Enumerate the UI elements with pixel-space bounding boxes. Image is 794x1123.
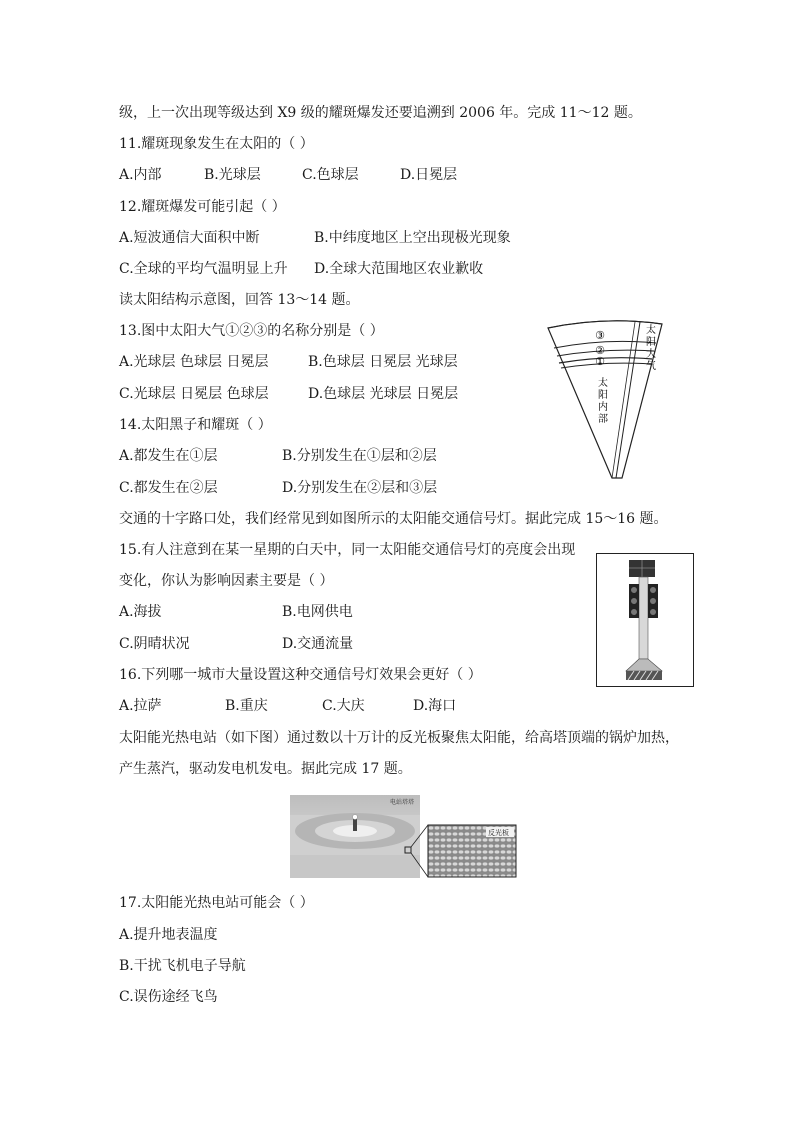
question-12: 12.耀斑爆发可能引起（ ）: [119, 199, 286, 215]
q13-option-a: A.光球层 色球层 日冕层: [119, 354, 269, 370]
q17-option-b: B.干扰飞机电子导航: [119, 958, 246, 974]
atmo-label-1: 太: [646, 325, 656, 336]
solar-traffic-light-image: [596, 553, 694, 687]
question-17: 17.太阳能光热电站可能会（ ）: [119, 895, 314, 911]
layer-label-3: ③: [595, 329, 605, 342]
intro-13-14: 读太阳结构示意图，回答 13～14 题。: [119, 292, 360, 308]
q13-option-d: D.色球层 光球层 日冕层: [308, 386, 459, 402]
q12-option-b: B.中纬度地区上空出现极光现象: [314, 230, 511, 246]
q15-option-d: D.交通流量: [282, 636, 354, 652]
q12-option-d: D.全球大范围地区农业歉收: [314, 261, 484, 277]
question-16: 16.下列哪一城市大量设置这种交通信号灯效果会更好（ ）: [119, 667, 482, 683]
sun-structure-diagram: [540, 318, 670, 482]
q11-option-c: C.色球层: [302, 167, 359, 183]
atmo-label-3: 大: [646, 349, 656, 360]
q13-option-c: C.光球层 日冕层 色球层: [119, 386, 269, 402]
q15-option-a: A.海拔: [119, 604, 162, 620]
intro-15-16: 交通的十字路口处，我们经常见到如图所示的太阳能交通信号灯。据此完成 15～16 题。: [119, 511, 668, 527]
tower-caption: 电站塔塔: [390, 799, 415, 806]
q14-option-d: D.分别发生在②层和③层: [282, 480, 438, 496]
question-15-line-2: 变化，你认为影响因素主要是（ ）: [119, 573, 334, 589]
q14-option-b: B.分别发生在①层和②层: [282, 448, 437, 464]
interior-label-4: 部: [598, 414, 608, 425]
intro-continuation: 级，上一次出现等级达到 X9 级的耀斑爆发还要追溯到 2006 年。完成 11～12 题。: [119, 105, 642, 121]
q13-option-b: B.色球层 日冕层 光球层: [308, 354, 458, 370]
question-15-line-1: 15.有人注意到在某一星期的白天中，同一太阳能交通信号灯的亮度会出现: [119, 542, 576, 558]
q16-option-c: C.大庆: [322, 698, 365, 714]
q16-option-b: B.重庆: [225, 698, 268, 714]
q17-option-a: A.提升地表温度: [119, 927, 218, 943]
interior-label-2: 阳: [598, 390, 608, 401]
q16-option-d: D.海口: [413, 698, 457, 714]
intro-17-line-2: 产生蒸汽，驱动发电机发电。据此完成 17 题。: [119, 761, 412, 777]
question-14: 14.太阳黑子和耀斑（ ）: [119, 417, 272, 433]
q12-option-c: C.全球的平均气温明显上升: [119, 261, 288, 277]
pole: [639, 577, 648, 659]
interior-label-1: 太: [598, 378, 608, 389]
layer-label-2: ②: [595, 344, 605, 357]
interior-label-3: 内: [598, 402, 608, 413]
q15-option-c: C.阴晴状况: [119, 636, 190, 652]
atmo-label-4: 气: [646, 361, 656, 372]
question-11: 11.耀斑现象发生在太阳的（ ）: [119, 136, 314, 152]
q11-option-d: D.日冕层: [400, 167, 458, 183]
mirror-caption: 反光板: [488, 829, 509, 837]
q12-option-a: A.短波通信大面积中断: [119, 230, 260, 246]
question-13: 13.图中太阳大气①②③的名称分别是（ ）: [119, 323, 384, 339]
solar-thermal-station-photo: [290, 795, 518, 878]
q17-option-c: C.误伤途经飞鸟: [119, 989, 218, 1005]
q11-option-a: A.内部: [119, 167, 162, 183]
q15-option-b: B.电网供电: [282, 604, 353, 620]
layer-label-1: ①: [595, 355, 605, 368]
atmo-label-2: 阳: [646, 337, 656, 348]
q11-option-b: B.光球层: [204, 167, 261, 183]
intro-17-line-1: 太阳能光热电站（如下图）通过数以十万计的反光板聚焦太阳能，给高塔顶端的锅炉加热，: [119, 730, 679, 746]
q14-option-a: A.都发生在①层: [119, 448, 218, 464]
q16-option-a: A.拉萨: [119, 698, 162, 714]
q14-option-c: C.都发生在②层: [119, 480, 218, 496]
